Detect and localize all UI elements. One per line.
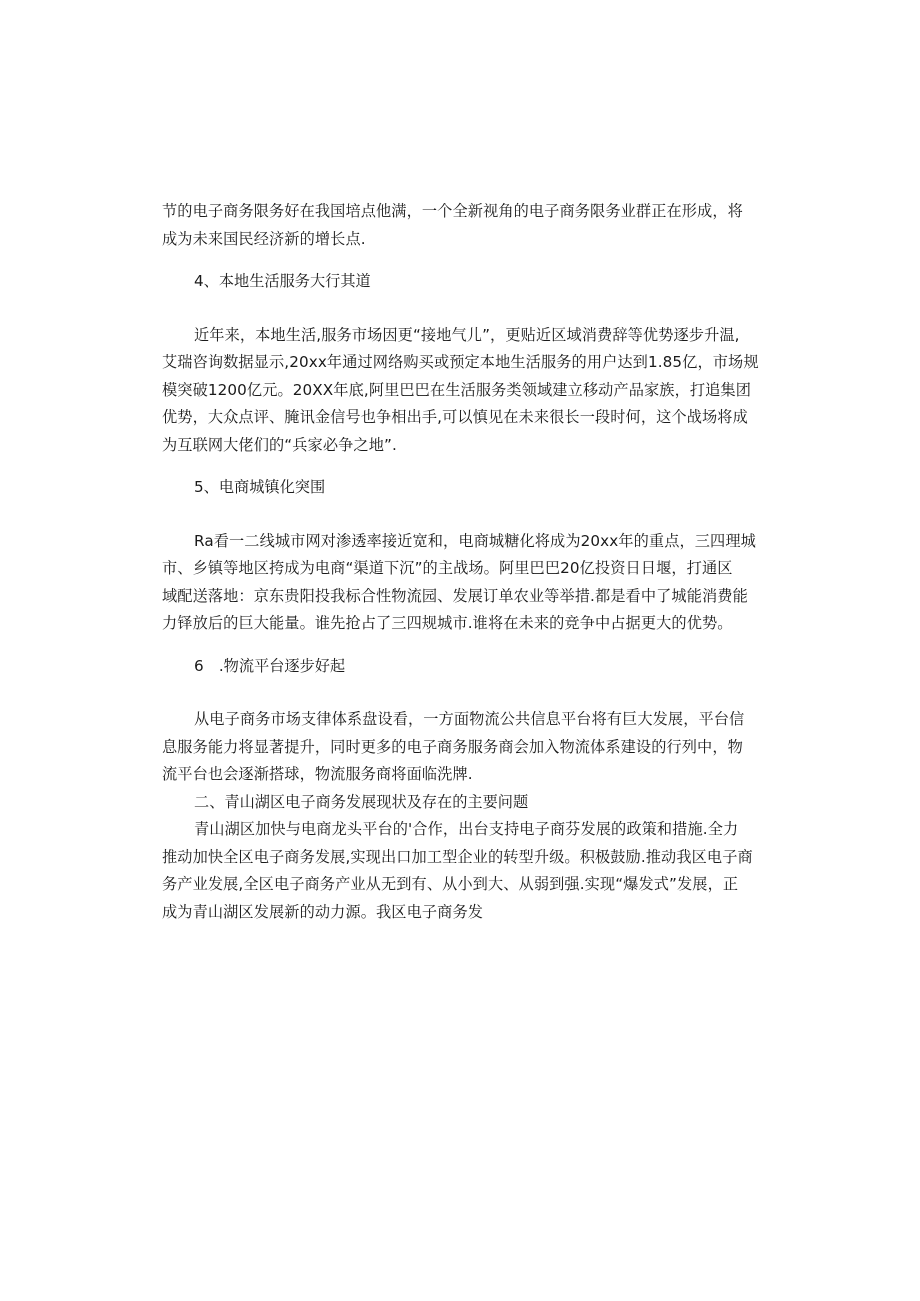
paragraph-line: 务产业发展,全区电子商务产业从无到有、从小到大、从弱到强.实现“爆发式”发展，正	[162, 875, 739, 893]
paragraph-urbanization	[162, 528, 760, 638]
paragraph-logistics	[162, 706, 760, 789]
paragraph-local-life	[162, 322, 760, 460]
paragraph-line: 成为青山湖区发展新的动力源。我区电子商务发	[162, 902, 484, 921]
section-heading-6: 6 .物流平台逐步好起	[194, 656, 346, 675]
paragraph-line: 推动加快全区电子商务发展,实现出口加工型企业的转型升级。积极鼓励.推动我区电子商	[162, 847, 753, 866]
paragraph-line: 优势，大众点评、腌讯金信号也争相出手,可以慎见在未来很长一段时何，这个战场将成	[162, 408, 748, 426]
paragraph-line: 息服务能力将显著提升，同时更多的电子商务服务商会加入物流体系建设的行列中，物	[162, 737, 743, 756]
paragraph-line: 青山湖区加快与电商龙头平台的'合作，出台支持电子商芬发展的政策和措施.全力	[194, 820, 739, 838]
paragraph-line: 力铎放后的巨大能量。谁先抢占了三四规城市.谁将在未来的竞争中占据更大的优势。	[162, 614, 733, 632]
paragraph-line: 节的电子商务限务好在我国培点他满，一个全新视角的电子商务限务业群正在形成，将	[162, 202, 743, 220]
paragraph-intro	[162, 198, 760, 253]
section-heading-4: 4、本地生活服务大行其道	[194, 272, 371, 290]
paragraph-line: 为互联网大佬们的“兵家必争之地”.	[162, 435, 397, 454]
section-heading-5: 5、电商城镇化突围	[194, 478, 326, 496]
paragraph-qingshanhu	[162, 816, 760, 926]
section-heading-2: 二、青山湖区电子商务发展现状及存在的主要问题	[194, 792, 529, 811]
paragraph-line: 模突破1200亿元。20XX年底,阿里巴巴在生活服务类领域建立移动产品家族，打追集团	[162, 380, 751, 399]
paragraph-line: 市、乡镇等地区挎成为电商“渠道下沉”的主战场。阿里巴巴20亿投资日日堰，打通区	[162, 559, 733, 577]
paragraph-line: 从电子商务市场支律体系盘设看，一方面物流公共信息平台将有巨大发展，平台信	[194, 710, 745, 728]
paragraph-line: 成为未来国民经济新的增长点.	[162, 229, 366, 248]
paragraph-line: 艾瑞咨询数据显示,20xx年通过网络购买或预定本地生活服务的用户达到1.85亿，市场规	[162, 353, 759, 371]
paragraph-line: 近年来，本地生活,服务市场因更“接地气儿”，更贴近区域消费辞等优势逐步升温,	[194, 325, 740, 344]
paragraph-line: 流平台也会逐渐搭球，物流服务商将面临洗牌.	[162, 765, 473, 783]
paragraph-line: Ra看一二线城市网对渗透率接近宽和，电商城糖化将成为20xx年的重点，三四理城	[194, 531, 756, 550]
paragraph-line: 域配送落地：京东贵阳投我标合性物流园、发展订单农业等举措.都是看中了城能消费能	[162, 586, 748, 605]
document-page	[162, 198, 760, 926]
